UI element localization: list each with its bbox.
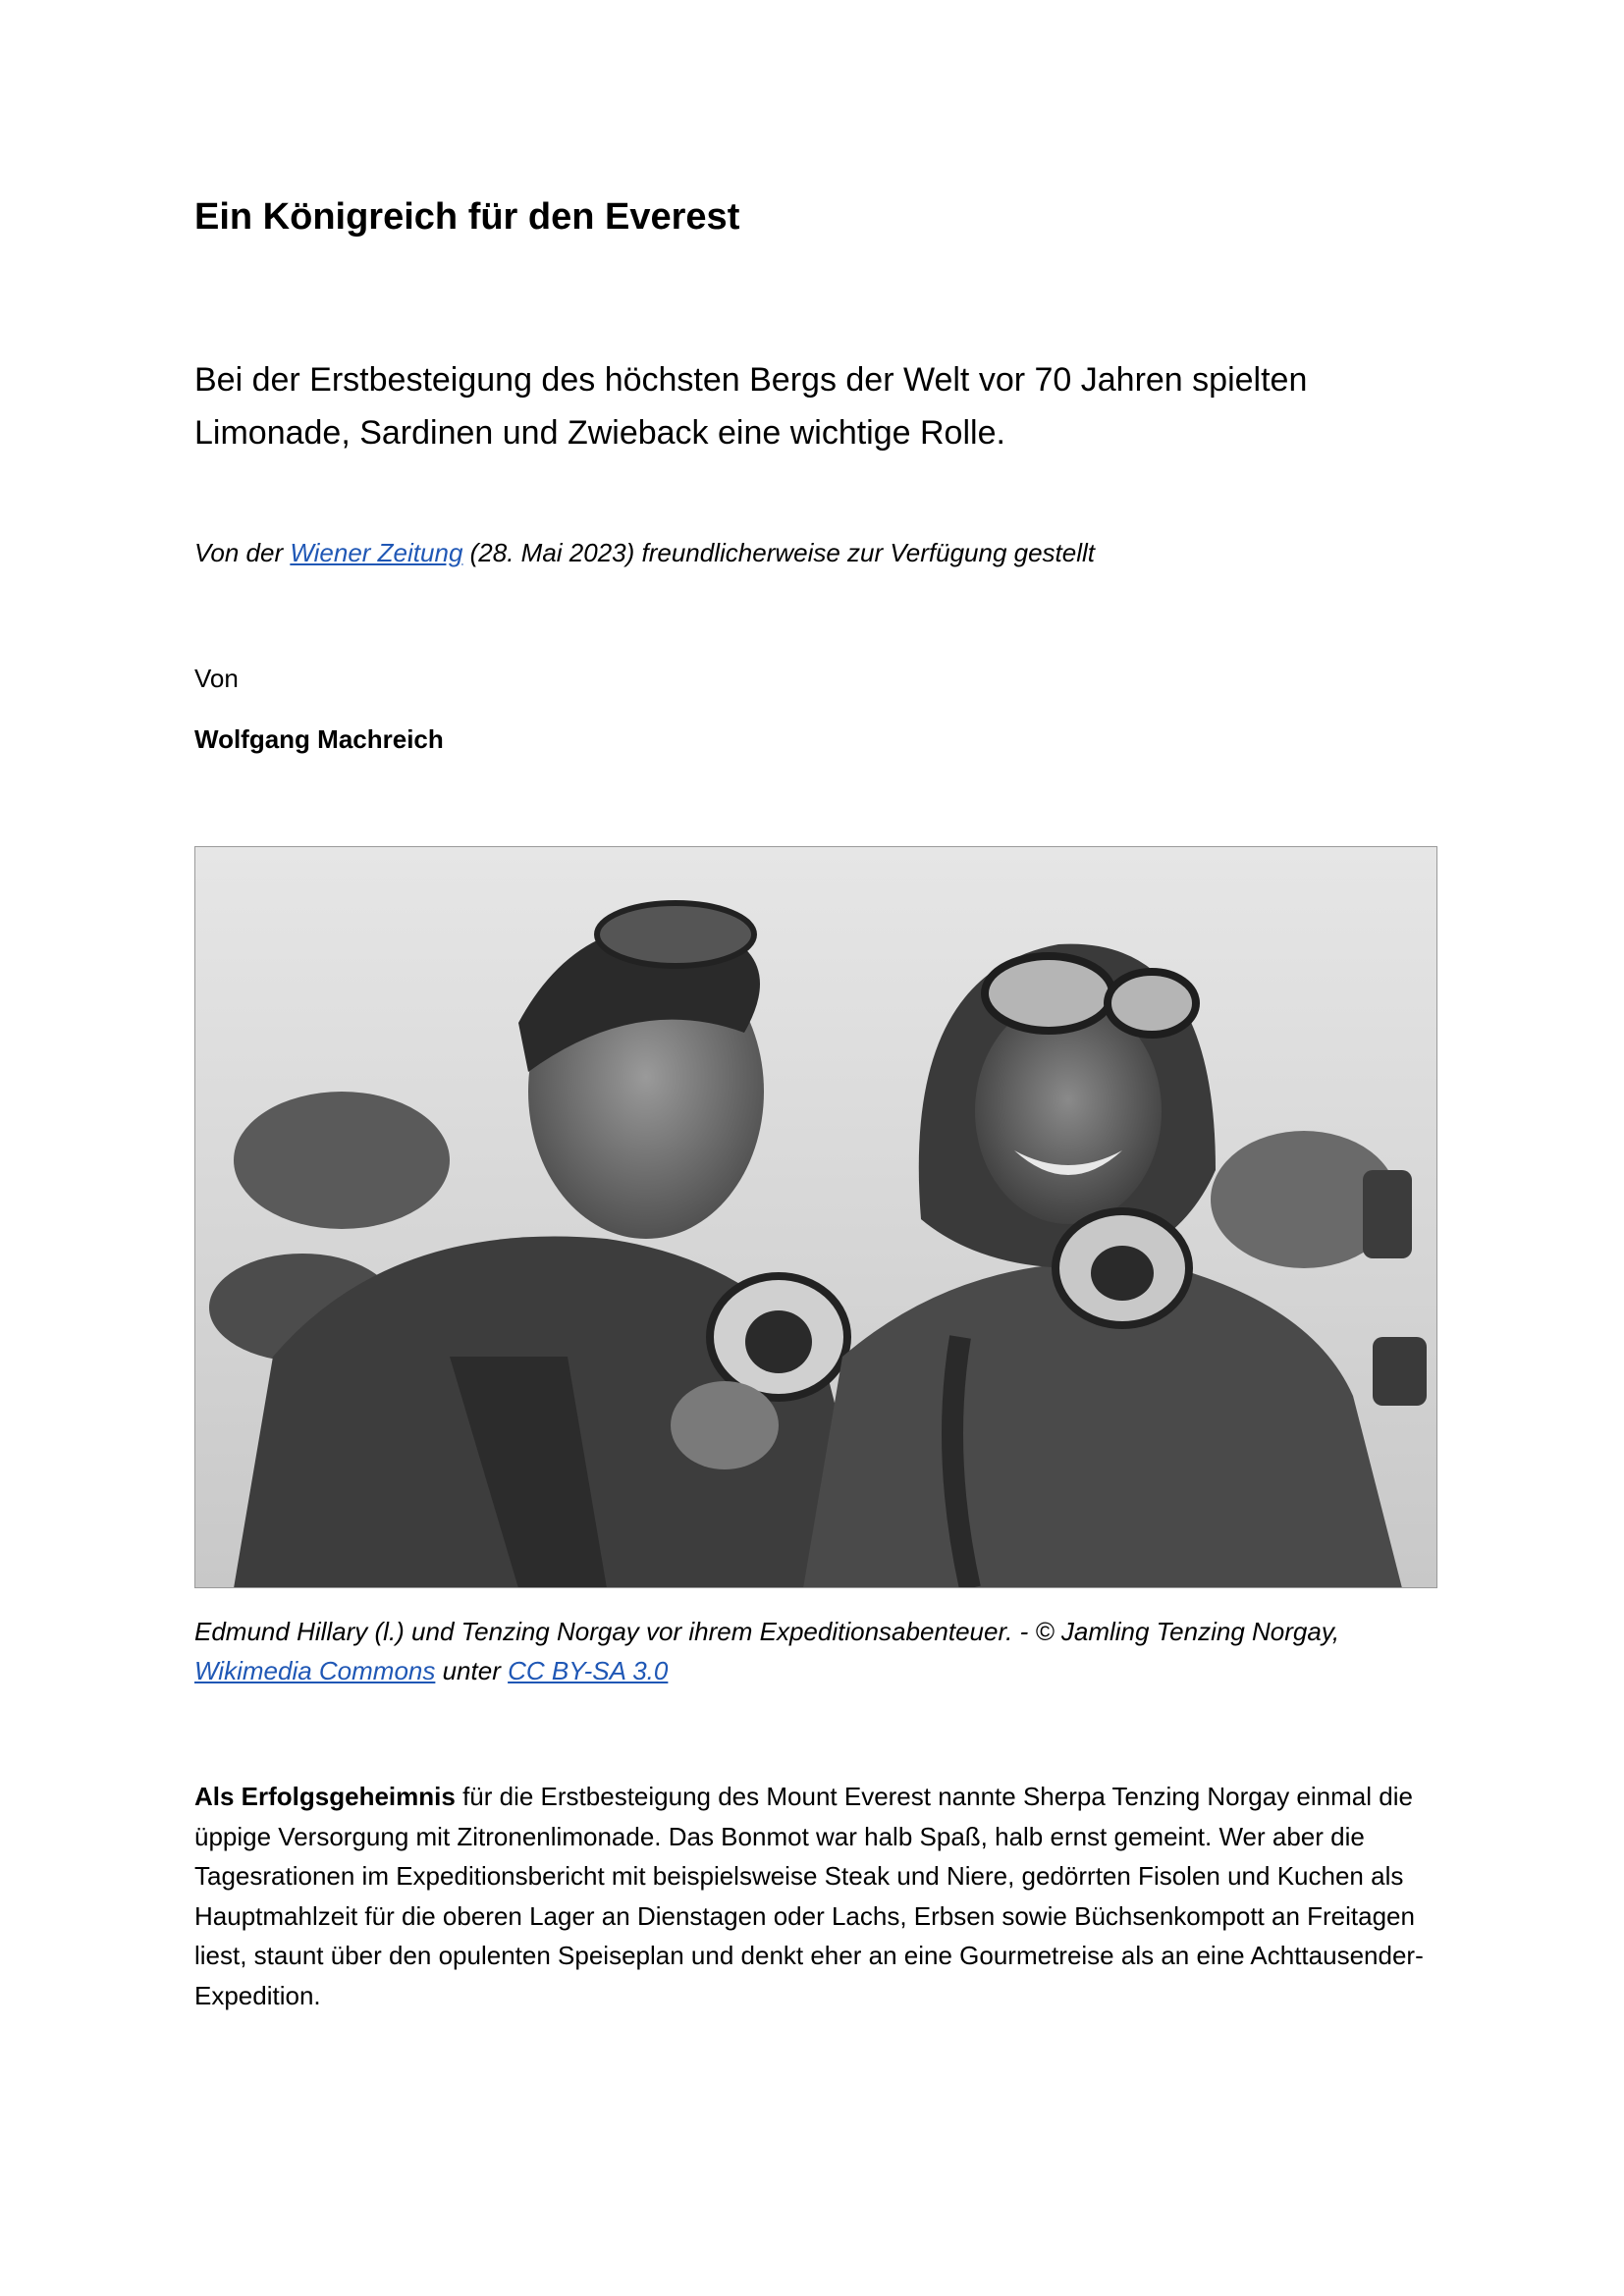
author-name: Wolfgang Machreich — [194, 724, 444, 754]
wiener-zeitung-link[interactable]: Wiener Zeitung — [290, 538, 463, 567]
credit-suffix: (28. Mai 2023) freundlicherweise zur Verfügung gestellt — [462, 538, 1096, 567]
lead-bold-text: Als Erfolgsgeheimnis — [194, 1782, 456, 1811]
article-photo — [194, 846, 1437, 1588]
body-text: für die Erstbesteigung des Mount Everest nannte Sherpa Tenzing Norgay einmal die üppige Versorgung mit Zitronenlimonade. Das Bonmot war halb Spaß, halb ernst gemeint. Wer aber die Tagesrationen im Expeditionsbericht mit beispielsweise Steak und Niere, gedörrten Fisolen und Kuchen als Hauptmahlzeit für die oberen Lager an Dienstagen oder Lachs, Erbsen sowie Büchsenkompott an Freitagen liest, staunt über den opulenten Speiseplan und denkt eher an eine Gourmetreise als an eine Achttausender-Expedition. — [194, 1782, 1424, 2010]
credit-prefix: Von der — [194, 538, 291, 567]
byline-label: Von — [194, 664, 239, 693]
caption-text: Edmund Hillary (l.) und Tenzing Norgay vor ihrem Expeditionsabenteuer. - © Jamling Tenzing Norgay, — [194, 1617, 1340, 1646]
article-title: Ein Königreich für den Everest — [194, 196, 740, 238]
wikimedia-commons-link[interactable]: Wikimedia Commons — [194, 1656, 436, 1685]
source-credit — [194, 538, 1095, 568]
photo-caption — [194, 1612, 1437, 1690]
caption-between: unter — [435, 1656, 509, 1685]
article-subtitle: Bei der Erstbesteigung des höchsten Bergs der Welt vor 70 Jahren spielten Limonade, Sardinen und Zwieback eine wichtige Rolle. — [194, 361, 1308, 452]
article-body-paragraph — [194, 1777, 1437, 2015]
license-link[interactable]: CC BY-SA 3.0 — [508, 1656, 669, 1685]
historic-photo-two-climbers-icon — [194, 846, 1437, 1588]
